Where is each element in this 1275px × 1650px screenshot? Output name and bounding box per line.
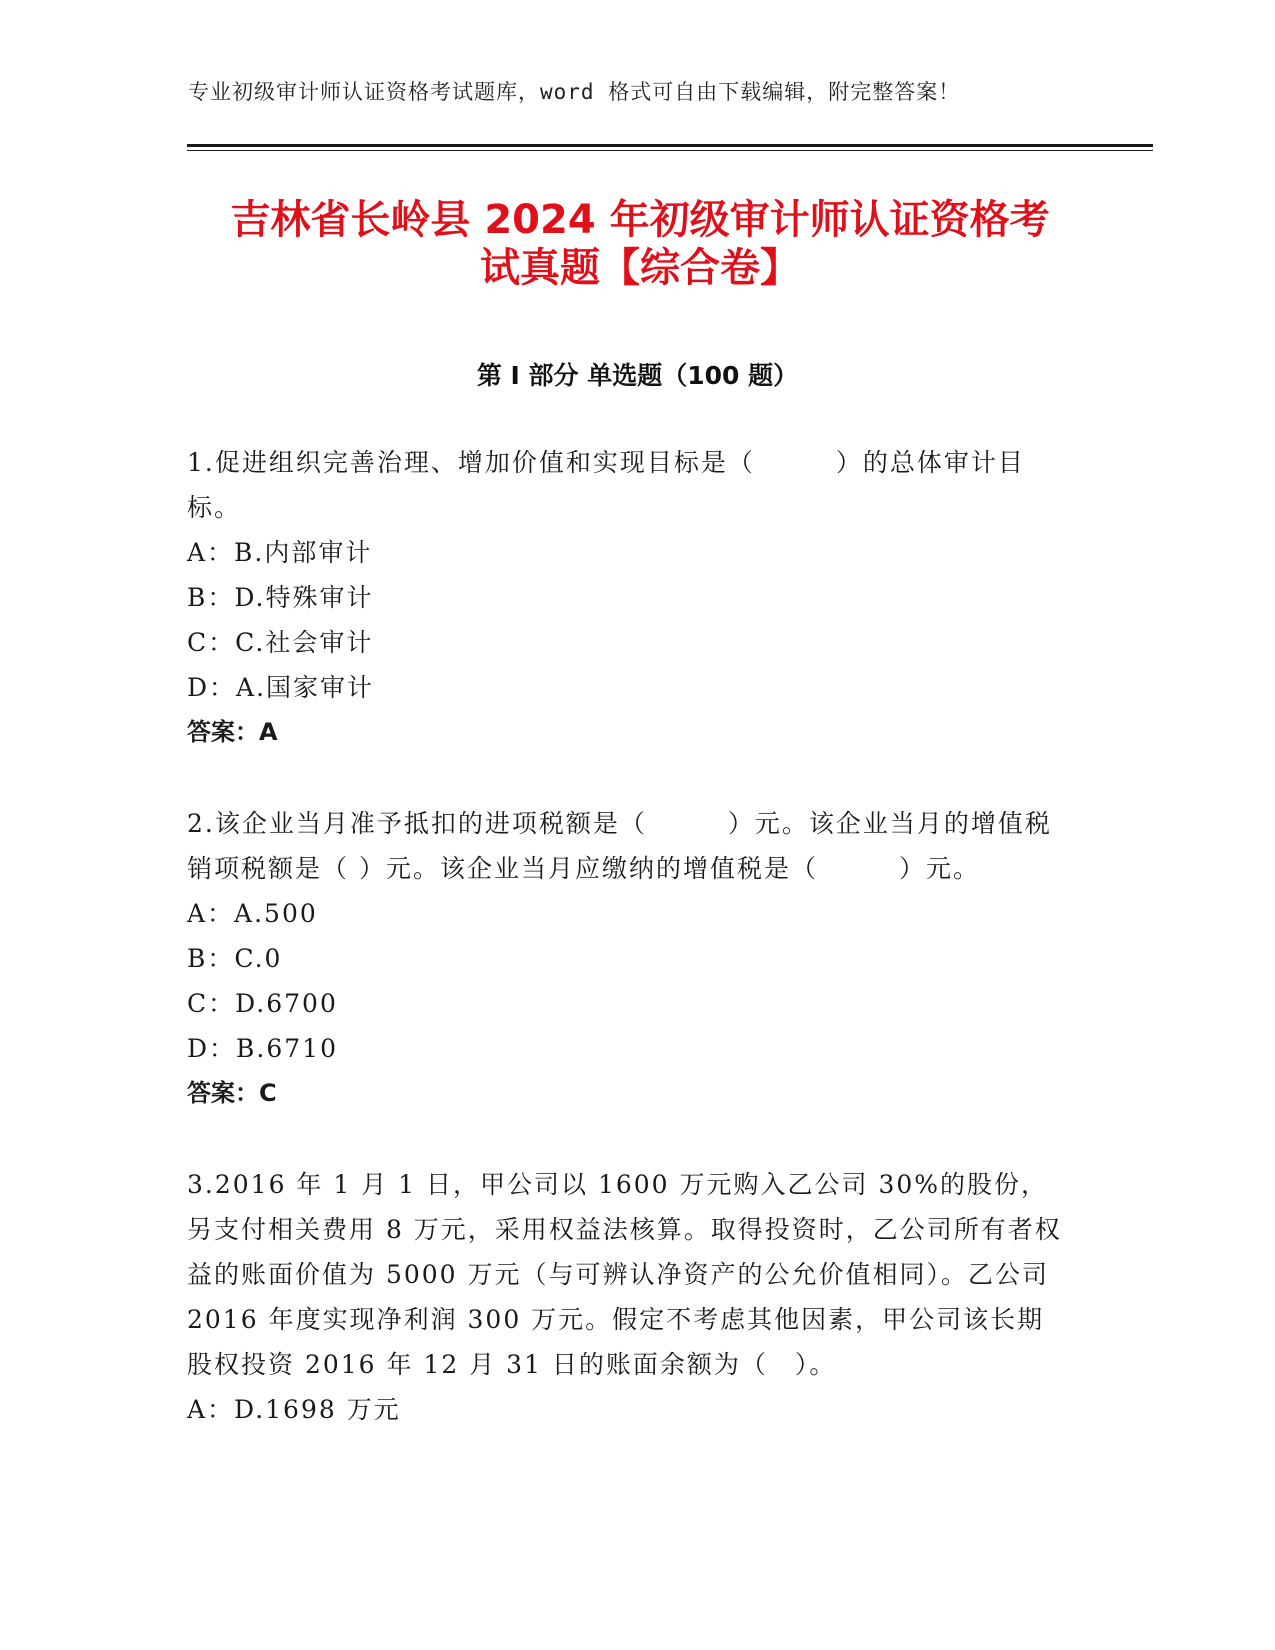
title-line-2: 试真题【综合卷】 (480, 245, 800, 291)
header-note: 专业初级审计师认证资格考试题库，word 格式可自由下载编辑，附完整答案！ (188, 80, 961, 104)
question-text: 3.2016 年 1 月 1 日，甲公司以 1600 万元购入乙公司 30%的股份，另支付相关费用 8 万元，采用权益法核算。取得投资时，乙公司所有者权益的账面价值为 5000 万元（与可辨认净资产的公允价值相同）。乙公司 2016 年度实现净利润 300 万元。假定不考虑其他因素，甲公司该长期股权投资 2016 年 12 月 31 日的账面余额为（ ）。 (187, 1170, 1062, 1379)
title-line-1: 吉林省长岭县 2024 年初级审计师认证资格考 (230, 197, 1050, 243)
option-a: A：B.内部审计 (187, 538, 373, 567)
question-list (187, 440, 1067, 1432)
document-title (140, 196, 1140, 292)
option-a: A：A.500 (187, 899, 318, 928)
option-a: A：D.1698 万元 (187, 1395, 401, 1424)
answer-label: 答案：A (187, 718, 278, 746)
section-heading: 第 I 部分 单选题（100 题） (476, 361, 799, 390)
option-c: C：C.社会审计 (187, 628, 374, 657)
option-c: C：D.6700 (187, 989, 338, 1018)
question-2 (187, 801, 1067, 1116)
answer-label: 答案：C (187, 1079, 277, 1107)
question-3 (187, 1162, 1067, 1432)
option-d: D：B.6710 (187, 1034, 338, 1063)
header-rule-thick (187, 144, 1153, 147)
option-b: B：D.特殊审计 (187, 583, 374, 612)
option-d: D：A.国家审计 (187, 673, 375, 702)
option-b: B：C.0 (187, 944, 283, 973)
question-text: 2.该企业当月准予抵扣的进项税额是（ ）元。该企业当月的增值税销项税额是（ ）元。该企业当月应缴纳的增值税是（ ）元。 (187, 809, 1052, 883)
question-1 (187, 440, 1067, 755)
header-rule-thin (187, 150, 1153, 151)
question-text: 1.促进组织完善治理、增加价值和实现目标是（ ）的总体审计目标。 (187, 448, 1025, 522)
